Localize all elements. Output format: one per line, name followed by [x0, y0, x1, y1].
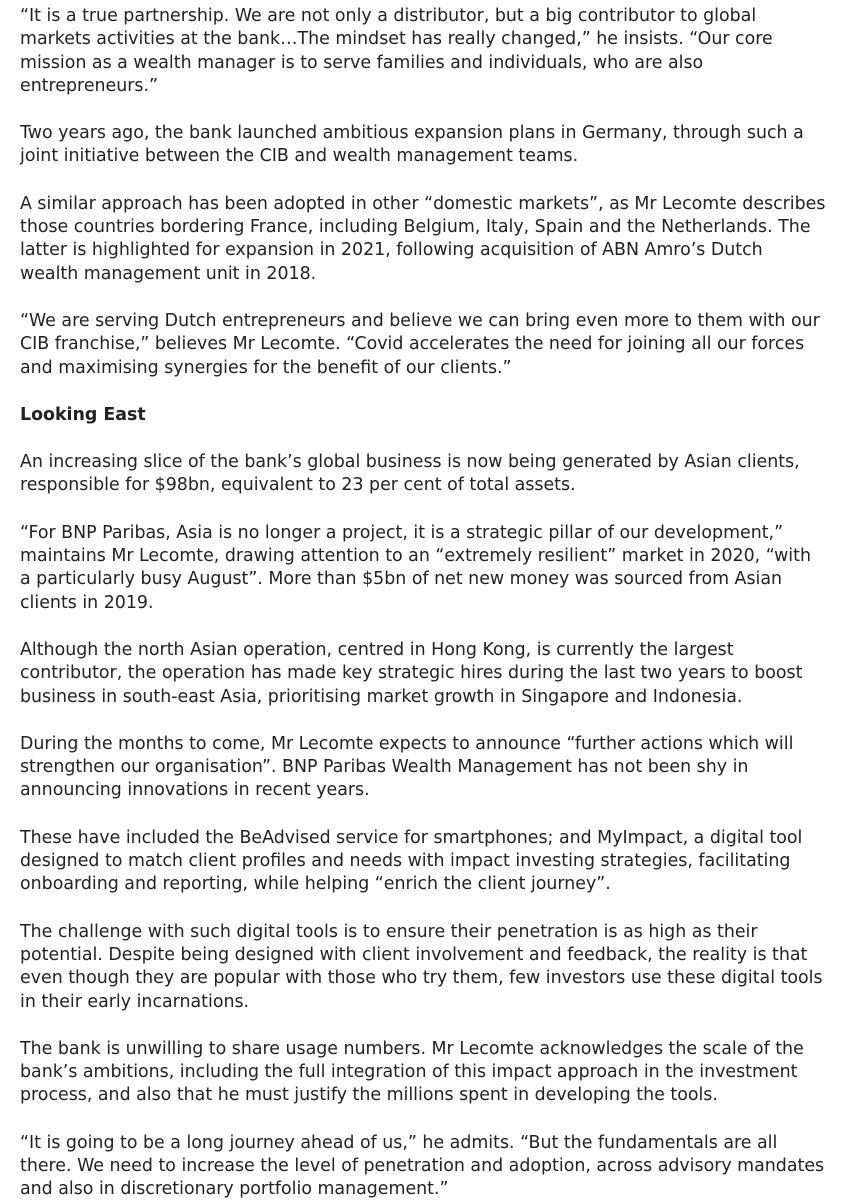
section-heading: Looking East — [20, 404, 146, 425]
paragraph-partnership-quote: “It is a true partnership. We are not only a distributor, but a big contributor to global markets activities at the bank…The mindset has really changed,” he insists. “Our core mission as a wealth manager is to serve families and individuals, who are also entrepreneurs.” — [20, 6, 773, 96]
paragraph-dutch-entrepreneurs: “We are serving Dutch entrepreneurs and believe we can bring even more to them with our CIB franchise,” believes Mr Lecomte. “Covid accelerates the need for joining all our forces and maximising synergies for the benefit of our clients.” — [20, 310, 820, 378]
paragraph-asian-clients: An increasing slice of the bank’s global business is now being generated by Asian clients, responsible for $98bn, equivalent to 23 per cent of total assets. — [20, 452, 800, 496]
paragraph-usage-numbers: The bank is unwilling to share usage numbers. Mr Lecomte acknowledges the scale of the bank’s ambitions, including the full integration of this impact approach in the investment process, and also that he must justify the millions spent in developing the tools. — [20, 1038, 804, 1106]
paragraph-further-actions: During the months to come, Mr Lecomte expects to announce “further actions which will strengthen our organisation”. BNP Paribas Wealth Management has not been shy in announcing innovations in recent years. — [20, 733, 794, 801]
paragraph-north-asia-operation: Although the north Asian operation, centred in Hong Kong, is currently the largest contributor, the operation has made key strategic hires during the last two years to boost business in south-east Asia, prioritising market growth in Singapore and Indonesia. — [20, 639, 803, 707]
paragraph-long-journey: “It is going to be a long journey ahead of us,” he admits. “But the fundamentals are all there. We need to increase the level of penetration and adoption, across advisory mandates and also in discretionary portfolio management.” — [20, 1132, 825, 1200]
paragraph-asia-pillar: “For BNP Paribas, Asia is no longer a project, it is a strategic pillar of our development,” maintains Mr Lecomte, drawing attention to an “extremely resilient” market in 2020, “with a particularly busy August”. More than $5bn of net new money was sourced from Asian clients in 2019. — [20, 522, 811, 613]
paragraph-digital-tools: These have included the BeAdvised service for smartphones; and MyImpact, a digital tool designed to match client profiles and needs with impact investing strategies, facilitating onboarding and reporting, while helping “enrich the client journey”. — [20, 827, 803, 895]
paragraph-germany-expansion: Two years ago, the bank launched ambitious expansion plans in Germany, through such a joint initiative between the CIB and wealth management teams. — [20, 123, 804, 167]
paragraph-domestic-markets: A similar approach has been adopted in other “domestic markets”, as Mr Lecomte describes those countries bordering France, including Belgium, Italy, Spain and the Netherlands. The latter is highlighted for expansion in 2021, following acquisition of ABN Amro’s Dutch wealth management unit in 2018. — [20, 193, 826, 284]
paragraph-penetration-challenge: The challenge with such digital tools is to ensure their penetration is as high as their potential. Despite being designed with client involvement and feedback, the reality is that even though they are popular with those who try them, few investors use these digital tools in their early incarnations. — [20, 921, 823, 1012]
